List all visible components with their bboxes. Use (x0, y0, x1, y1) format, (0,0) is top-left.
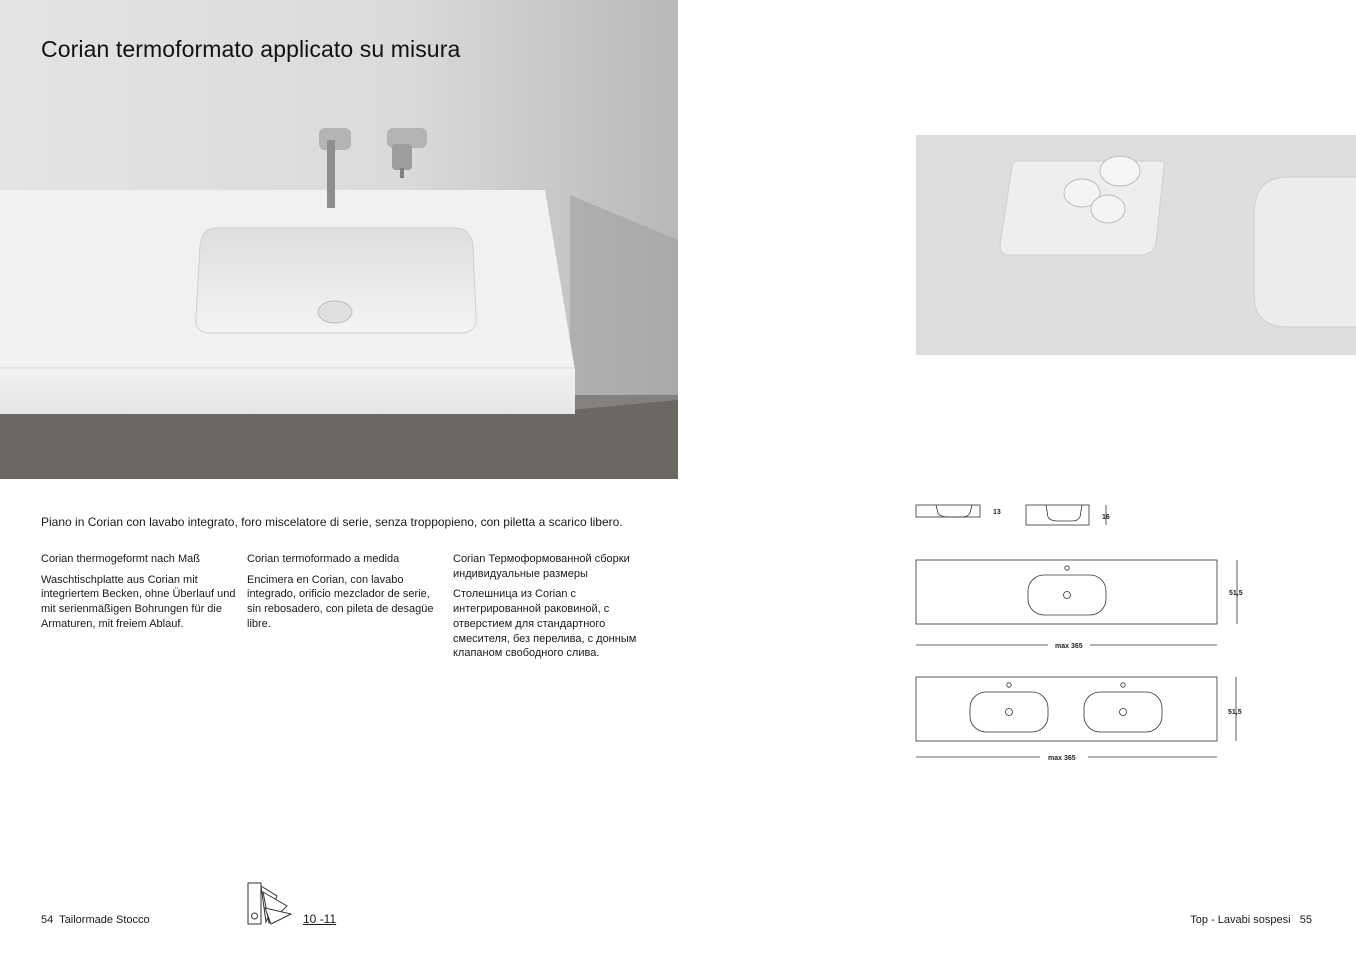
single-width-dim: max 365 (1055, 643, 1083, 650)
page-number-right: 55 (1299, 914, 1312, 926)
profile-1-dim: 13 (993, 509, 1001, 516)
column-heading: Corian Термоформованной сборки индивидуальные размеры (453, 553, 630, 580)
lead-description: Piano in Corian con lavabo integrato, foro miscelatore di serie, senza troppopieno, con piletta a scarico libero. (41, 515, 623, 529)
profile-drawing-1 (916, 505, 980, 517)
detail-photo (916, 135, 1356, 355)
column-body: Столешница из Corian с интегрированной раковиной, с отверстием для стандартного смесителя, без перелива, с донным клапаном свободного слива. (453, 588, 637, 660)
double-depth-dim: 51,5 (1228, 709, 1242, 716)
finishes-fan-icon (247, 882, 293, 931)
single-sink-drawing (916, 560, 1237, 645)
single-depth-dim: 51,5 (1229, 590, 1243, 597)
footer-left (41, 914, 150, 926)
subcategory-label: Lavabi sospesi (1217, 914, 1291, 926)
double-sink-drawing (916, 677, 1236, 757)
double-width-dim: max 365 (1048, 755, 1076, 762)
footer-right (1190, 914, 1312, 926)
page-title: Corian termoformato applicato su misura (41, 36, 461, 62)
profile-drawing-2 (1026, 505, 1106, 525)
profile-2-dim: 16 (1102, 514, 1110, 521)
column-body: Encimera en Corian, con lavabo integrado, orificio mezclador de serie, sin rebosadero, con pileta de desagüe libre. (247, 573, 434, 630)
column-body: Waschtischplatte aus Corian mit integriertem Becken, ohne Überlauf und mit serienmäßigen Bohrungen für die Armaturen, mit freiem Ablauf. (41, 573, 236, 630)
finishes-page-link[interactable]: 10 -11 (303, 912, 337, 926)
column-spanish (247, 552, 439, 632)
catalog-section: Tailormade Stocco (59, 914, 150, 926)
column-russian (453, 552, 653, 661)
page-number-left: 54 (41, 914, 54, 926)
column-german (41, 552, 241, 632)
column-heading: Corian thermogeformt nach Maß (41, 553, 200, 565)
column-heading: Corian termoformado a medida (247, 553, 400, 565)
main-photo (0, 0, 678, 479)
technical-drawings (900, 495, 1260, 775)
category-label: Top - (1190, 914, 1218, 926)
